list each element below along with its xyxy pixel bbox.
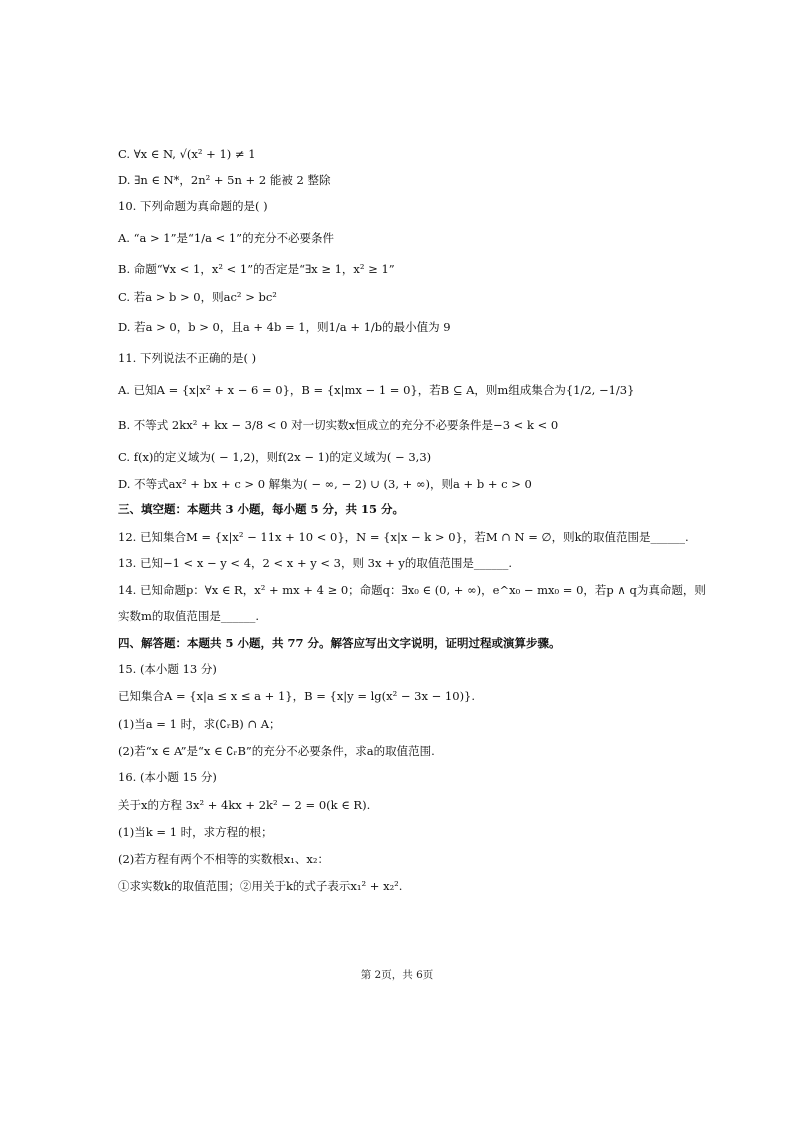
question-16-header: 16. (本小题 15 分) [118,770,217,784]
question-15-part1: (1)当a = 1 时，求(∁ᵣB) ∩ A； [118,717,281,731]
option-11b: B. 不等式 2kx² + kx − 3/8 < 0 对一切实数x恒成立的充分不必要条件是−3 < k < 0 [118,418,559,432]
question-14-line2: 实数m的取值范围是______. [118,609,260,623]
option-10d: D. 若a > 0，b > 0，且a + 4b = 1，则1/a + 1/b的最小值为 9 [118,320,451,334]
option-10b: B. 命题“∀x < 1，x² < 1”的否定是“∃x ≥ 1，x² ≥ 1” [118,262,395,276]
question-11: 11. 下列说法不正确的是( ) [118,351,257,365]
question-13: 13. 已知−1 < x − y < 4，2 < x + y < 3，则 3x + y的取值范围是______. [118,556,513,570]
question-12: 12. 已知集合M = {x|x² − 11x + 10 < 0}，N = {x|x − k > 0}，若M ∩ N = ∅，则k的取值范围是______. [118,530,689,544]
option-11d: D. 不等式ax² + bx + c > 0 解集为( − ∞, − 2) ∪ (3, + ∞)，则a + b + c > 0 [118,477,532,491]
question-15-stem: 已知集合A = {x|a ≤ x ≤ a + 1}，B = {x|y = lg(x² − 3x − 10)}. [118,689,476,703]
question-14-line1: 14. 已知命题p：∀x ∈ R，x² + mx + 4 ≥ 0；命题q：∃x₀ ∈ (0, + ∞)，e^x₀ − mx₀ = 0，若p ∧ q为真命题，则 [118,583,706,597]
question-15-part2: (2)若“x ∈ A”是“x ∈ ∁ᵣB”的充分不必要条件，求a的取值范围. [118,744,435,758]
option-11a: A. 已知A = {x|x² + x − 6 = 0}，B = {x|mx − 1 = 0}，若B ⊆ A，则m组成集合为{1/2, −1/3} [118,383,635,397]
question-16-subparts: ①求实数k的取值范围；②用关于k的式子表示x₁² + x₂². [118,879,403,893]
question-10: 10. 下列命题为真命题的是( ) [118,199,268,213]
question-16-part1: (1)当k = 1 时，求方程的根； [118,825,273,839]
option-10c: C. 若a > b > 0，则ac² > bc² [118,290,277,304]
option-11c: C. f(x)的定义域为( − 1,2)，则f(2x − 1)的定义域为( − 3,3) [118,450,432,464]
option-9d: D. ∃n ∈ N*，2n² + 5n + 2 能被 2 整除 [118,173,331,187]
option-9c: C. ∀x ∈ N, √(x² + 1) ≠ 1 [118,147,256,161]
page-footer: 第 2页，共 6页 [360,969,434,981]
section-fill-in-heading: 三、填空题：本题共 3 小题，每小题 5 分，共 15 分。 [118,502,405,516]
question-16-stem: 关于x的方程 3x² + 4kx + 2k² − 2 = 0(k ∈ R). [118,798,371,812]
question-16-part2: (2)若方程有两个不相等的实数根x₁、x₂： [118,852,329,866]
section-answer-heading: 四、解答题：本题共 5 小题，共 77 分。解答应写出文字说明，证明过程或演算步骤。 [118,636,561,650]
question-15-header: 15. (本小题 13 分) [118,662,217,676]
option-10a: A. “a > 1”是“1/a < 1”的充分不必要条件 [118,231,335,245]
